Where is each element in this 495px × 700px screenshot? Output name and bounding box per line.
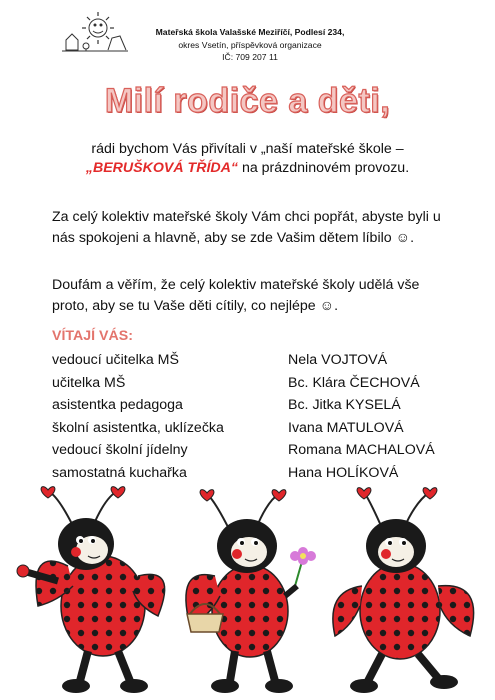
school-district: okres Vsetín, příspěvková organizace [178,39,322,50]
staff-row [52,439,462,462]
flower-icon [290,547,316,586]
staff-row [52,417,462,440]
staff-name: Nela VOJTOVÁ [288,352,388,368]
school-info [140,26,360,64]
staff-role: asistentka pedagoga [52,397,183,414]
ladybugs-illustration [0,486,495,700]
intro-line-2-rest: na prázdninovém provozu. [238,160,410,176]
staff-name: Bc. Jitka KYSELÁ [288,397,401,414]
school-name: Mateřská škola Valašské Meziříčí, Podlesí 234, [155,27,345,37]
class-name: „BERUŠKOVÁ TŘÍDA“ [85,160,238,176]
staff-row [52,372,462,395]
ladybug-icon [333,488,474,693]
staff-role: učitelka MŠ [52,374,126,391]
staff-list [52,349,462,485]
staff-row [52,462,462,485]
paragraph-hope: Doufám a věřím, že celý kolektiv mateřské školy udělá vše proto, aby se tu Vaše děti cítily, co nejlépe ☺. [52,277,420,314]
school-id: IČ: 709 207 11 [222,52,278,62]
ladybug-icon [17,487,165,693]
ladybug-icon [186,490,316,693]
staff-row [52,349,462,372]
welcome-heading: VÍTAJÍ VÁS: [52,328,133,344]
staff-name: Bc. Klára ČECHOVÁ [288,374,420,391]
staff-role: vedoucí učitelka MŠ [52,352,179,368]
staff-role: vedoucí školní jídelny [52,442,188,459]
paragraph-wishes: Za celý kolektiv mateřské školy Vám chci popřát, abyste byli u nás spokojeni a hlavně, aby se zde Vašim dětem líbilo ☺. [52,209,441,246]
staff-role: školní asistentka, uklízečka [52,419,224,436]
staff-name: Hana HOLÍKOVÁ [288,464,399,481]
intro-text [40,140,455,178]
intro-line-1: rádi bychom Vás přivítali v „naší mateřské škole – [91,141,404,157]
staff-role: samostatná kuchařka [52,464,187,481]
school-logo-icon [60,10,130,60]
header [0,0,495,80]
staff-row [52,394,462,417]
intro-line-2 [40,159,455,178]
staff-name: Ivana MATULOVÁ [288,419,404,436]
page-title: Milí rodiče a děti, [104,82,391,120]
staff-name: Romana MACHALOVÁ [288,442,435,459]
